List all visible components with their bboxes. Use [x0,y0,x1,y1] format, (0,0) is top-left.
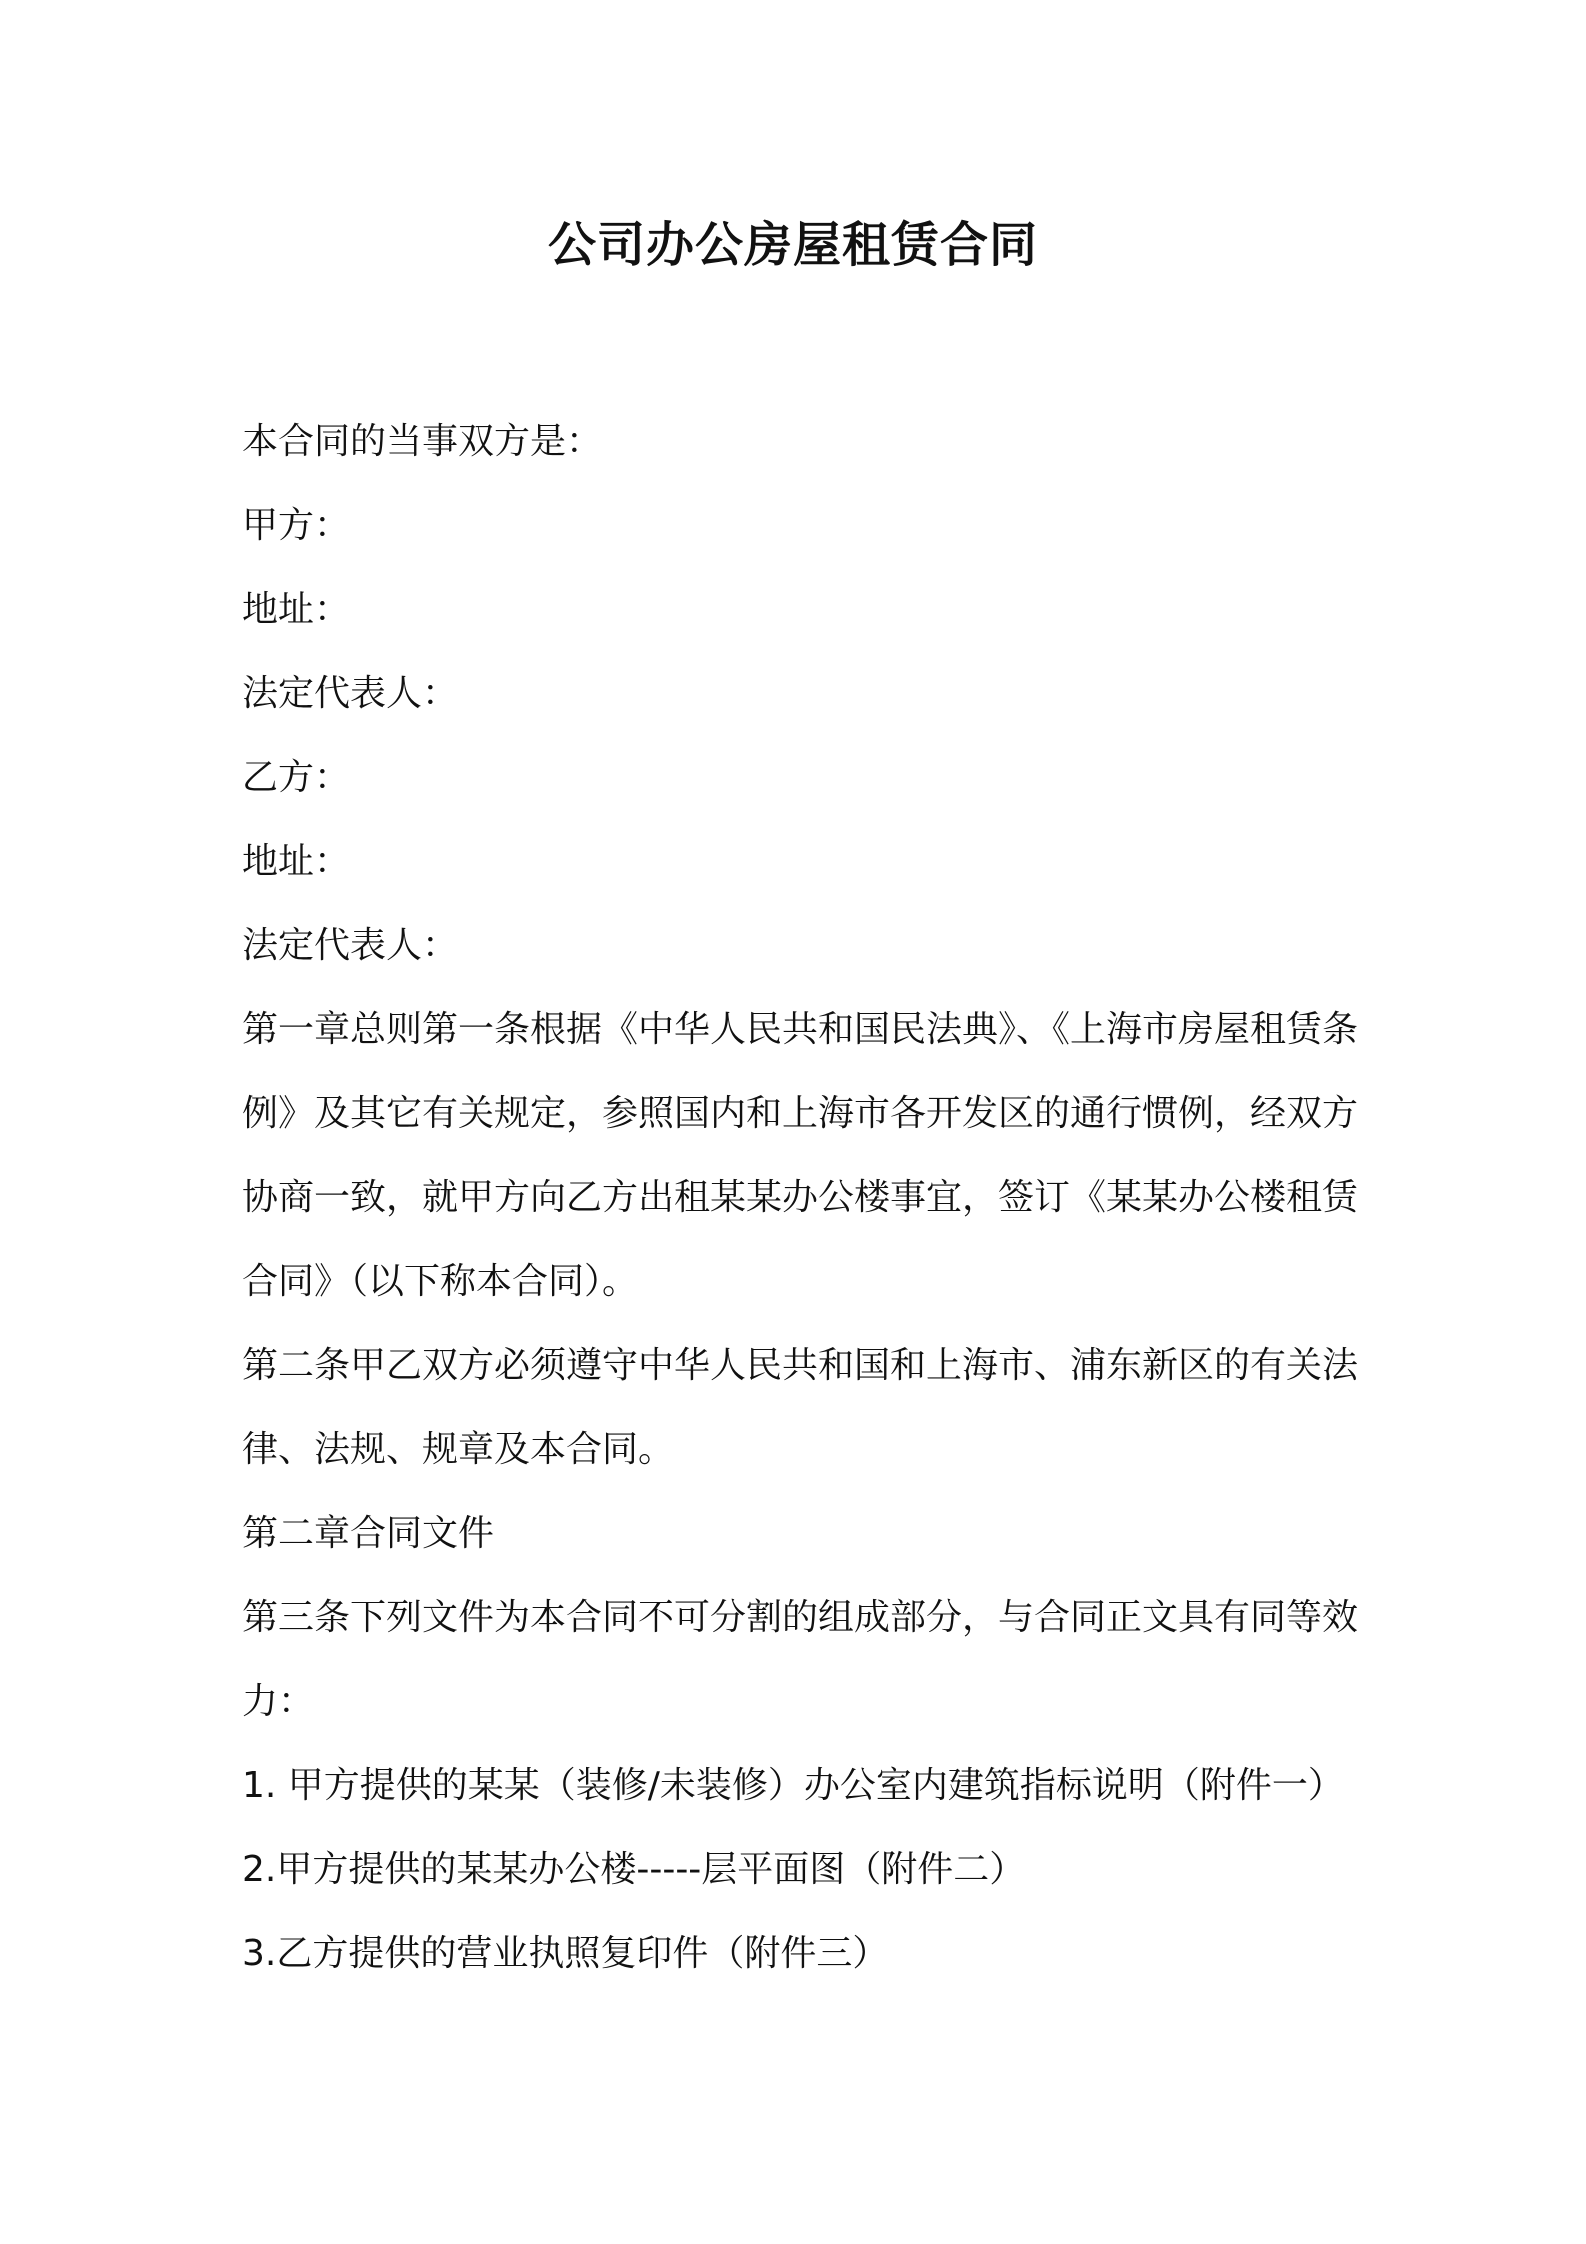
attachment-item-2: 2.甲方提供的某某办公楼-----层平面图（附件二） [242,1849,1026,1890]
party-a-address: 地址： [242,589,351,630]
article-1: 第一章总则第一条根据《中华人民共和国民法典》、《上海市房屋租赁条例》及其它有关规定，参照国内和上海市各开发区的通行惯例，经双方协商一致，就甲方向乙方出租某某办公楼事宜，签订《某某办公楼租赁合同》（以下称本合同）。 [242,1009,1359,1302]
parties-intro: 本合同的当事双方是： [242,421,603,462]
document-title: 公司办公房屋租赁合同 [547,217,1038,273]
party-b-representative: 法定代表人： [242,925,459,966]
party-a-representative: 法定代表人： [242,673,459,714]
article-3: 第三条下列文件为本合同不可分割的组成部分，与合同正文具有同等效力： [242,1597,1359,1722]
article-2: 第二条甲乙双方必须遵守中华人民共和国和上海市、浦东新区的有关法律、法规、规章及本合同。 [242,1345,1359,1470]
party-b-address: 地址： [242,841,351,882]
chapter-2-heading: 第二章合同文件 [242,1513,495,1554]
party-b-label: 乙方： [242,757,351,798]
attachment-item-3: 3.乙方提供的营业执照复印件（附件三） [242,1933,889,1974]
party-a-label: 甲方： [242,505,351,546]
attachment-item-1: 1. 甲方提供的某某（装修/未装修）办公室内建筑指标说明（附件一） [242,1765,1344,1806]
document-body [242,400,1362,1996]
